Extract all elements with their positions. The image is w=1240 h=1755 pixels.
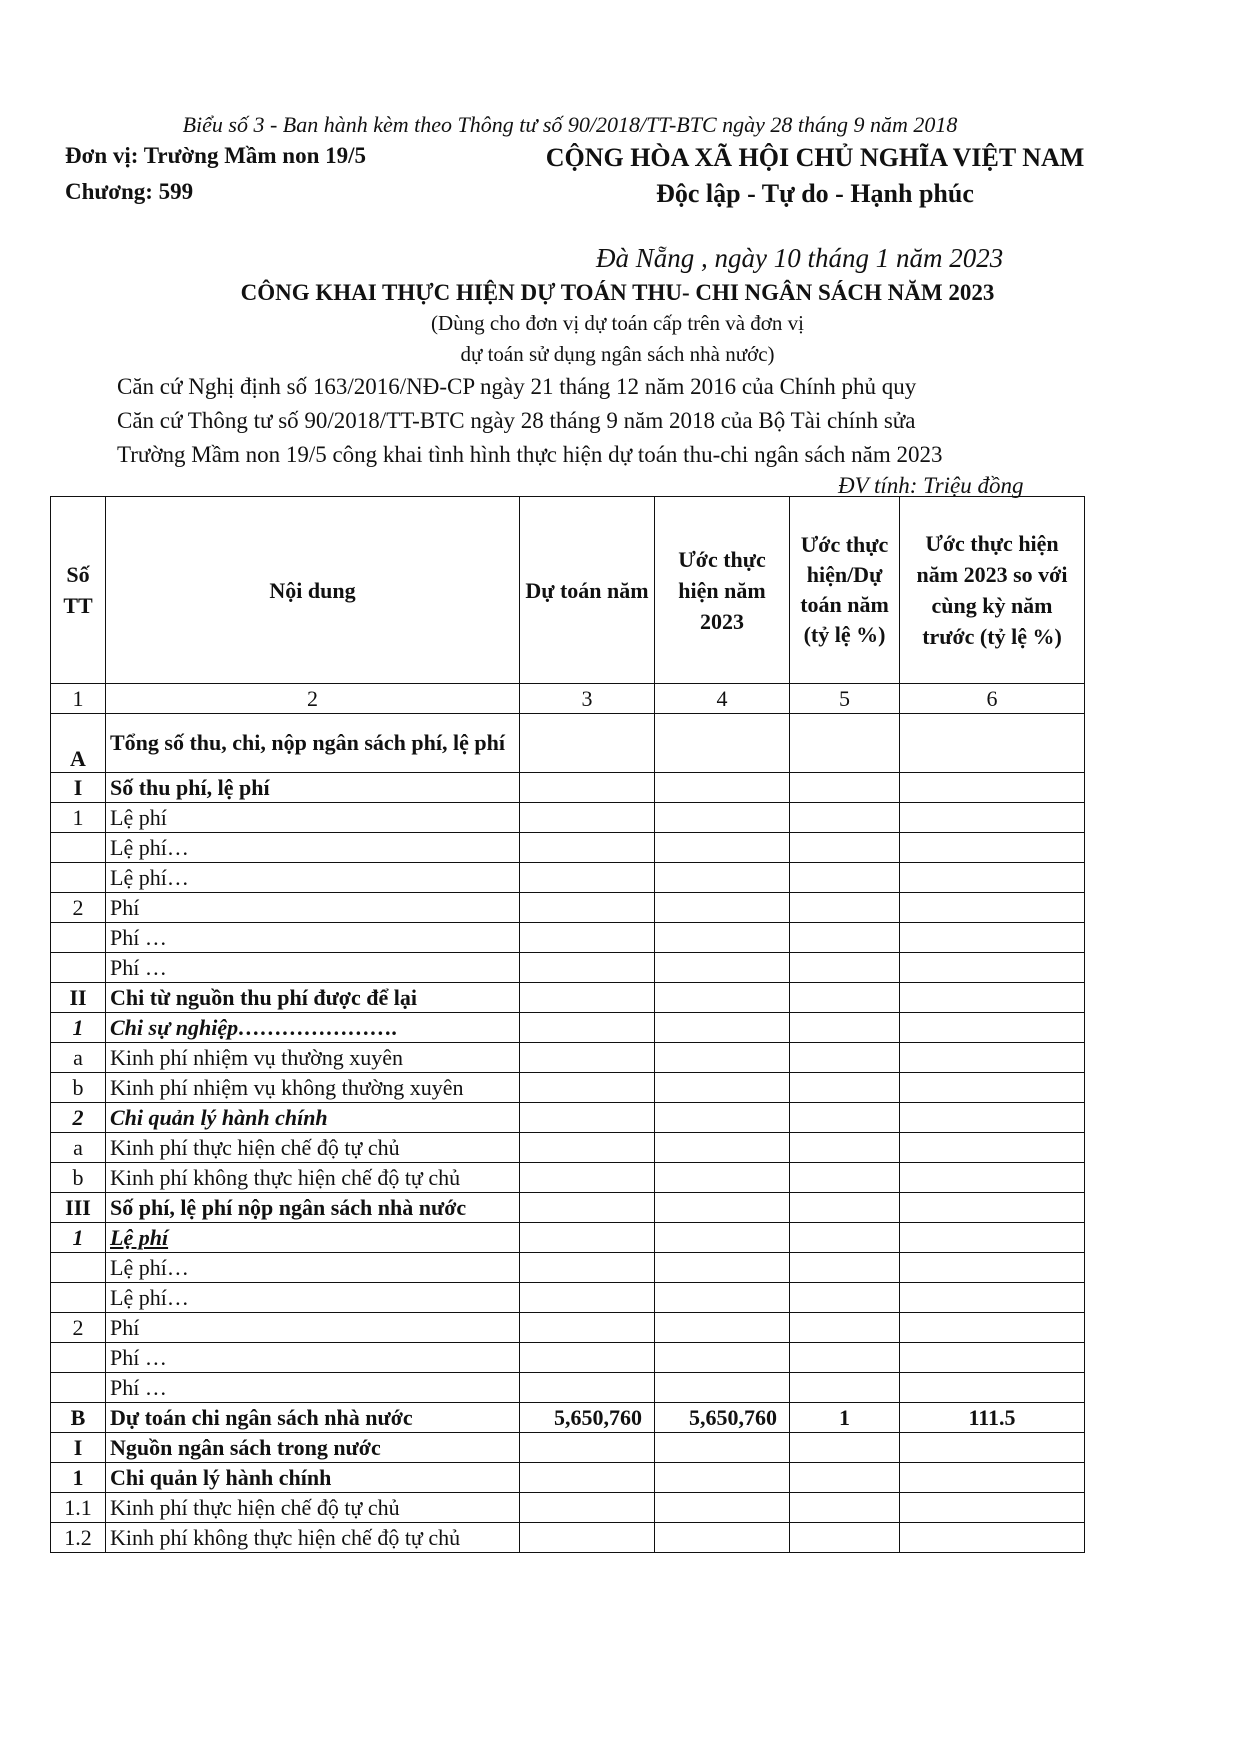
actual-cell	[655, 1103, 790, 1133]
row-number-cell: I	[51, 1433, 106, 1463]
row-content-cell: Kinh phí nhiệm vụ thường xuyên	[106, 1043, 520, 1073]
ratio-previous-year-cell	[900, 1073, 1085, 1103]
row-number-cell	[51, 1373, 106, 1403]
table-row	[51, 953, 1085, 983]
ratio-estimate-cell	[790, 893, 900, 923]
ratio-previous-year-cell	[900, 923, 1085, 953]
row-number-cell: 2	[51, 1313, 106, 1343]
table-row	[51, 1223, 1085, 1253]
table-row	[51, 1433, 1085, 1463]
column-number: 3	[520, 684, 655, 714]
table-row	[51, 1313, 1085, 1343]
estimate-cell	[520, 714, 655, 773]
row-number-cell: II	[51, 983, 106, 1013]
table-row	[51, 1523, 1085, 1553]
ratio-previous-year-cell	[900, 983, 1085, 1013]
estimate-cell	[520, 1103, 655, 1133]
row-number-cell: I	[51, 773, 106, 803]
row-content-cell: Dự toán chi ngân sách nhà nước	[106, 1403, 520, 1433]
table-row	[51, 1403, 1085, 1433]
row-number-cell: 1	[51, 1223, 106, 1253]
budget-table	[50, 496, 1085, 1553]
actual-cell	[655, 863, 790, 893]
ratio-previous-year-cell	[900, 1163, 1085, 1193]
estimate-cell	[520, 1193, 655, 1223]
estimate-cell	[520, 1463, 655, 1493]
ratio-previous-year-cell	[900, 803, 1085, 833]
row-content-cell: Kinh phí thực hiện chế độ tự chủ	[106, 1493, 520, 1523]
chapter-label: Chương: 599	[65, 179, 194, 204]
ratio-estimate-cell	[790, 983, 900, 1013]
national-motto: Độc lập - Tự do - Hạnh phúc	[656, 179, 974, 208]
ratio-estimate-cell	[790, 1523, 900, 1553]
row-content-cell: Kinh phí thực hiện chế độ tự chủ	[106, 1133, 520, 1163]
ratio-previous-year-cell	[900, 1343, 1085, 1373]
actual-cell	[655, 1523, 790, 1553]
column-number-row	[51, 684, 1085, 714]
estimate-cell	[520, 1493, 655, 1523]
row-content-cell: Phí …	[106, 1343, 520, 1373]
estimate-cell	[520, 1313, 655, 1343]
ratio-estimate-cell	[790, 714, 900, 773]
actual-cell	[655, 1253, 790, 1283]
ratio-previous-year-cell	[900, 1463, 1085, 1493]
header-estimate: Dự toán năm	[520, 497, 655, 684]
table-row	[51, 1253, 1085, 1283]
legal-basis-line3: Trường Mầm non 19/5 công khai tình hình thực hiện dự toán thu-chi ngân sách năm 2023	[117, 442, 943, 467]
row-number-cell: A	[51, 714, 106, 773]
row-number-cell	[51, 923, 106, 953]
ratio-estimate-cell	[790, 1463, 900, 1493]
row-content-cell: Chi quản lý hành chính	[106, 1463, 520, 1493]
actual-cell	[655, 1433, 790, 1463]
actual-cell	[655, 923, 790, 953]
ratio-previous-year-cell	[900, 1373, 1085, 1403]
header-content: Nội dung	[106, 497, 520, 684]
estimate-cell	[520, 833, 655, 863]
ratio-previous-year-cell	[900, 833, 1085, 863]
ratio-previous-year-cell	[900, 1043, 1085, 1073]
actual-cell	[655, 1313, 790, 1343]
ratio-estimate-cell	[790, 1013, 900, 1043]
estimate-cell	[520, 1073, 655, 1103]
row-number-cell: 1.2	[51, 1523, 106, 1553]
row-content-cell: Phí	[106, 893, 520, 923]
row-number-cell	[51, 1283, 106, 1313]
row-content-cell: Số phí, lệ phí nộp ngân sách nhà nước	[106, 1193, 520, 1223]
ratio-previous-year-cell	[900, 773, 1085, 803]
row-number-cell: 1	[51, 1463, 106, 1493]
row-content-cell: Lệ phí…	[106, 1253, 520, 1283]
table-row	[51, 923, 1085, 953]
table-row	[51, 1343, 1085, 1373]
estimate-cell	[520, 1223, 655, 1253]
table-row	[51, 1193, 1085, 1223]
row-number-cell: 1.1	[51, 1493, 106, 1523]
table-row	[51, 773, 1085, 803]
header-stt: Số TT	[51, 497, 106, 684]
table-header-row	[51, 497, 1085, 684]
ratio-estimate-cell	[790, 1493, 900, 1523]
ratio-previous-year-cell	[900, 953, 1085, 983]
table-row	[51, 1283, 1085, 1313]
ratio-estimate-cell	[790, 803, 900, 833]
actual-cell	[655, 1343, 790, 1373]
ratio-previous-year-cell	[900, 1193, 1085, 1223]
document-subtitle-line1: (Dùng cho đơn vị dự toán cấp trên và đơn vị	[430, 311, 804, 335]
row-number-cell: 1	[51, 803, 106, 833]
actual-cell	[655, 1043, 790, 1073]
row-content-cell: Kinh phí không thực hiện chế độ tự chủ	[106, 1523, 520, 1553]
ratio-previous-year-cell	[900, 1013, 1085, 1043]
unit-name: Đơn vị: Trường Mầm non 19/5	[65, 143, 367, 168]
estimate-cell	[520, 1343, 655, 1373]
ratio-estimate-cell	[790, 1433, 900, 1463]
ratio-estimate-cell	[790, 1343, 900, 1373]
actual-cell	[655, 714, 790, 773]
row-content-cell: Số thu phí, lệ phí	[106, 773, 520, 803]
estimate-cell	[520, 773, 655, 803]
table-row	[51, 1493, 1085, 1523]
table-row	[51, 1133, 1085, 1163]
table-row	[51, 714, 1085, 773]
ratio-estimate-cell	[790, 1253, 900, 1283]
currency-unit: ĐV tính: Triệu đồng	[838, 473, 1024, 498]
row-number-cell	[51, 1253, 106, 1283]
actual-cell	[655, 983, 790, 1013]
ratio-previous-year-cell	[900, 1313, 1085, 1343]
ratio-previous-year-cell	[900, 1493, 1085, 1523]
actual-cell	[655, 1013, 790, 1043]
actual-cell	[655, 1193, 790, 1223]
document-title: CÔNG KHAI THỰC HIỆN DỰ TOÁN THU- CHI NGÂN SÁCH NĂM 2023	[240, 280, 995, 305]
actual-cell	[655, 1223, 790, 1253]
row-content-cell: Lệ phí…	[106, 863, 520, 893]
actual-cell	[655, 1073, 790, 1103]
actual-cell	[655, 833, 790, 863]
ratio-previous-year-cell	[900, 1523, 1085, 1553]
ratio-estimate-cell	[790, 1373, 900, 1403]
row-number-cell: 2	[51, 1103, 106, 1133]
ratio-previous-year-cell	[900, 1223, 1085, 1253]
estimate-cell	[520, 923, 655, 953]
ratio-estimate-cell	[790, 1163, 900, 1193]
row-number-cell: B	[51, 1403, 106, 1433]
actual-cell	[655, 1463, 790, 1493]
row-number-cell	[51, 1343, 106, 1373]
national-title: CỘNG HÒA XÃ HỘI CHỦ NGHĨA VIỆT NAM	[545, 143, 1085, 172]
ratio-estimate-cell	[790, 1133, 900, 1163]
table-row	[51, 1073, 1085, 1103]
ratio-estimate-cell	[790, 953, 900, 983]
table-row	[51, 1013, 1085, 1043]
estimate-cell	[520, 1133, 655, 1163]
row-number-cell: III	[51, 1193, 106, 1223]
actual-cell	[655, 1493, 790, 1523]
row-content-cell: Phí …	[106, 923, 520, 953]
estimate-cell	[520, 1283, 655, 1313]
table-row	[51, 1163, 1085, 1193]
estimate-cell	[520, 1373, 655, 1403]
table-row	[51, 833, 1085, 863]
ratio-estimate-cell	[790, 1313, 900, 1343]
document-subtitle-line2: dự toán sử dụng ngân sách nhà nước)	[460, 342, 775, 366]
ratio-previous-year-cell	[900, 714, 1085, 773]
actual-cell	[655, 1163, 790, 1193]
estimate-cell	[520, 1253, 655, 1283]
ratio-estimate-cell	[790, 833, 900, 863]
ratio-estimate-cell	[790, 1193, 900, 1223]
row-number-cell: a	[51, 1133, 106, 1163]
actual-cell	[655, 773, 790, 803]
table-row	[51, 1103, 1085, 1133]
legal-basis-line1: Căn cứ Nghị định số 163/2016/NĐ-CP ngày 21 tháng 12 năm 2016 của Chính phủ quy	[117, 374, 917, 399]
ratio-previous-year-cell	[900, 1253, 1085, 1283]
ratio-previous-year-cell	[900, 893, 1085, 923]
estimate-cell	[520, 983, 655, 1013]
estimate-cell	[520, 863, 655, 893]
row-content-cell: Phí …	[106, 1373, 520, 1403]
row-content-cell: Chi từ nguồn thu phí được để lại	[106, 983, 520, 1013]
estimate-cell	[520, 1013, 655, 1043]
row-number-cell: 1	[51, 1013, 106, 1043]
ratio-estimate-cell	[790, 923, 900, 953]
ratio-estimate-cell	[790, 1103, 900, 1133]
table-row	[51, 1373, 1085, 1403]
column-number: 4	[655, 684, 790, 714]
estimate-cell	[520, 1523, 655, 1553]
row-number-cell	[51, 863, 106, 893]
row-content-cell: Phí	[106, 1313, 520, 1343]
header-ratio-previous-year: Ước thực hiện năm 2023 so với cùng kỳ năm trước (tỷ lệ %)	[900, 497, 1085, 684]
actual-cell	[655, 1373, 790, 1403]
ratio-previous-year-cell	[900, 1103, 1085, 1133]
table-row	[51, 803, 1085, 833]
table-row	[51, 863, 1085, 893]
row-content-cell: Kinh phí không thực hiện chế độ tự chủ	[106, 1163, 520, 1193]
column-number: 2	[106, 684, 520, 714]
form-note: Biểu số 3 - Ban hành kèm theo Thông tư số 90/2018/TT-BTC ngày 28 tháng 9 năm 2018	[182, 112, 958, 137]
header-actual: Ước thực hiện năm 2023	[655, 497, 790, 684]
row-number-cell: 2	[51, 893, 106, 923]
actual-cell	[655, 803, 790, 833]
ratio-estimate-cell	[790, 1283, 900, 1313]
ratio-estimate-cell: 1	[790, 1403, 900, 1433]
estimate-cell	[520, 803, 655, 833]
row-content-cell: Tổng số thu, chi, nộp ngân sách phí, lệ phí	[106, 714, 520, 773]
header-ratio-estimate: Ước thực hiện/Dự toán năm (tỷ lệ %)	[790, 497, 900, 684]
estimate-cell	[520, 893, 655, 923]
place-date: Đà Nẵng , ngày 10 tháng 1 năm 2023	[596, 243, 1004, 273]
actual-cell	[655, 953, 790, 983]
ratio-previous-year-cell: 111.5	[900, 1403, 1085, 1433]
estimate-cell	[520, 1163, 655, 1193]
table-body	[51, 714, 1085, 1553]
ratio-previous-year-cell	[900, 1283, 1085, 1313]
estimate-cell: 5,650,760	[520, 1403, 655, 1433]
row-content-cell: Phí …	[106, 953, 520, 983]
table-row	[51, 893, 1085, 923]
actual-cell: 5,650,760	[655, 1403, 790, 1433]
row-content-cell: Lệ phí…	[106, 1283, 520, 1313]
row-content-cell: Chi quản lý hành chính	[106, 1103, 520, 1133]
estimate-cell	[520, 1043, 655, 1073]
table-row	[51, 1463, 1085, 1493]
table-row	[51, 1043, 1085, 1073]
row-content-cell: Lệ phí	[106, 1223, 520, 1253]
ratio-estimate-cell	[790, 1073, 900, 1103]
ratio-previous-year-cell	[900, 1133, 1085, 1163]
estimate-cell	[520, 953, 655, 983]
ratio-estimate-cell	[790, 1223, 900, 1253]
row-content-cell: Kinh phí nhiệm vụ không thường xuyên	[106, 1073, 520, 1103]
row-content-cell: Nguồn ngân sách trong nước	[106, 1433, 520, 1463]
legal-basis-line2: Căn cứ Thông tư số 90/2018/TT-BTC ngày 28 tháng 9 năm 2018 của Bộ Tài chính sửa	[117, 408, 916, 433]
ratio-previous-year-cell	[900, 863, 1085, 893]
table-row	[51, 983, 1085, 1013]
ratio-estimate-cell	[790, 1043, 900, 1073]
ratio-previous-year-cell	[900, 1433, 1085, 1463]
ratio-estimate-cell	[790, 863, 900, 893]
row-content-cell: Lệ phí…	[106, 833, 520, 863]
row-number-cell: a	[51, 1043, 106, 1073]
row-number-cell: b	[51, 1073, 106, 1103]
actual-cell	[655, 1283, 790, 1313]
column-number: 5	[790, 684, 900, 714]
row-content-cell: Lệ phí	[106, 803, 520, 833]
actual-cell	[655, 1133, 790, 1163]
column-number: 6	[900, 684, 1085, 714]
row-number-cell	[51, 953, 106, 983]
row-number-cell: b	[51, 1163, 106, 1193]
ratio-estimate-cell	[790, 773, 900, 803]
column-number: 1	[51, 684, 106, 714]
row-number-cell	[51, 833, 106, 863]
actual-cell	[655, 893, 790, 923]
row-content-cell: Chi sự nghiệp………………….	[106, 1013, 520, 1043]
estimate-cell	[520, 1433, 655, 1463]
